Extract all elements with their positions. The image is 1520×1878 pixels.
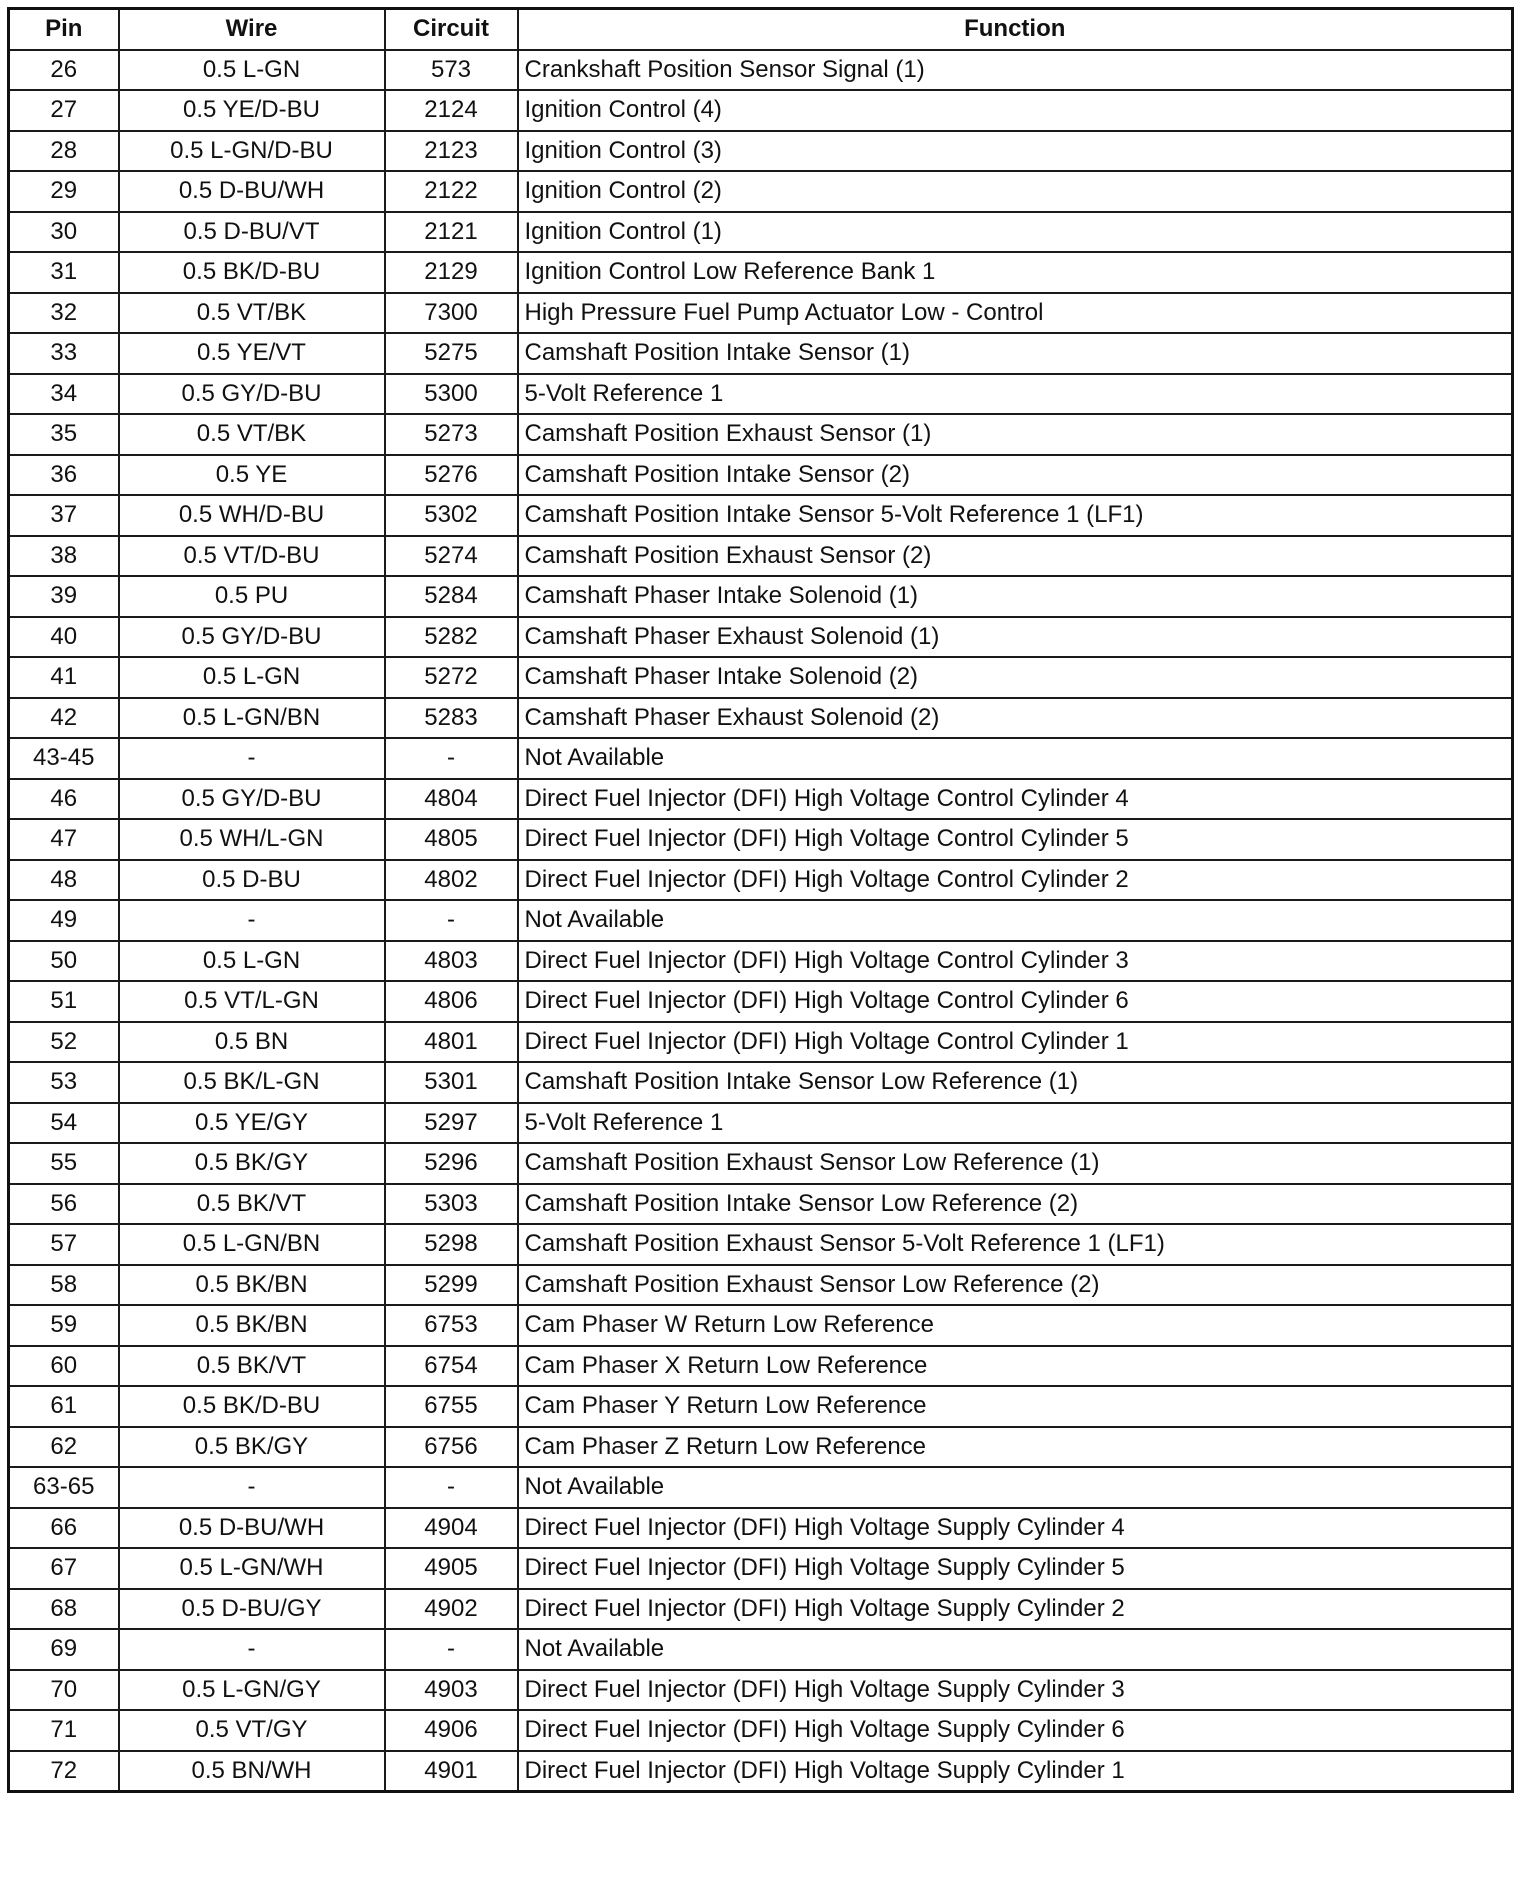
pin-cell: 39: [9, 576, 119, 617]
wire-cell: 0.5 BK/D-BU: [119, 1386, 385, 1427]
function-cell: Direct Fuel Injector (DFI) High Voltage Supply Cylinder 1: [518, 1751, 1513, 1792]
circuit-cell: 5299: [385, 1265, 518, 1306]
pin-cell: 68: [9, 1589, 119, 1630]
function-cell: Direct Fuel Injector (DFI) High Voltage Control Cylinder 5: [518, 819, 1513, 860]
table-row: [9, 657, 1513, 698]
pin-cell: 42: [9, 698, 119, 739]
table-row: [9, 90, 1513, 131]
table-row: [9, 617, 1513, 658]
function-cell: Camshaft Position Intake Sensor (1): [518, 333, 1513, 374]
circuit-cell: 4905: [385, 1548, 518, 1589]
circuit-cell: -: [385, 1467, 518, 1508]
wire-cell: 0.5 VT/D-BU: [119, 536, 385, 577]
table-row: [9, 212, 1513, 253]
pin-cell: 49: [9, 900, 119, 941]
table-row: [9, 1548, 1513, 1589]
circuit-cell: 6753: [385, 1305, 518, 1346]
pin-cell: 62: [9, 1427, 119, 1468]
pin-column-header: Pin: [9, 9, 119, 50]
pin-cell: 72: [9, 1751, 119, 1792]
pin-cell: 38: [9, 536, 119, 577]
wire-cell: 0.5 L-GN: [119, 941, 385, 982]
function-cell: Camshaft Position Exhaust Sensor (2): [518, 536, 1513, 577]
table-row: [9, 1062, 1513, 1103]
wire-cell: 0.5 GY/D-BU: [119, 617, 385, 658]
pin-cell: 58: [9, 1265, 119, 1306]
pin-cell: 53: [9, 1062, 119, 1103]
function-cell: Direct Fuel Injector (DFI) High Voltage Control Cylinder 6: [518, 981, 1513, 1022]
pin-cell: 47: [9, 819, 119, 860]
table-row: [9, 1305, 1513, 1346]
wire-cell: 0.5 WH/L-GN: [119, 819, 385, 860]
wire-cell: 0.5 D-BU: [119, 860, 385, 901]
circuit-cell: 4904: [385, 1508, 518, 1549]
circuit-cell: 5303: [385, 1184, 518, 1225]
wire-cell: 0.5 L-GN: [119, 657, 385, 698]
wire-cell: 0.5 L-GN: [119, 50, 385, 91]
wire-cell: 0.5 D-BU/WH: [119, 171, 385, 212]
pin-cell: 26: [9, 50, 119, 91]
function-cell: Camshaft Position Intake Sensor Low Reference (2): [518, 1184, 1513, 1225]
wire-cell: 0.5 BK/L-GN: [119, 1062, 385, 1103]
table-header-row: [9, 9, 1513, 50]
pin-cell: 35: [9, 414, 119, 455]
circuit-cell: 5284: [385, 576, 518, 617]
wire-cell: 0.5 PU: [119, 576, 385, 617]
wire-cell: -: [119, 1467, 385, 1508]
pin-cell: 55: [9, 1143, 119, 1184]
pin-cell: 57: [9, 1224, 119, 1265]
circuit-cell: 4802: [385, 860, 518, 901]
wire-column-header: Wire: [119, 9, 385, 50]
table-row: [9, 900, 1513, 941]
circuit-cell: 2124: [385, 90, 518, 131]
wire-cell: 0.5 L-GN/WH: [119, 1548, 385, 1589]
pin-cell: 27: [9, 90, 119, 131]
circuit-column-header: Circuit: [385, 9, 518, 50]
function-cell: Camshaft Position Intake Sensor Low Reference (1): [518, 1062, 1513, 1103]
wire-cell: -: [119, 900, 385, 941]
table-row: [9, 455, 1513, 496]
pin-cell: 60: [9, 1346, 119, 1387]
function-cell: Direct Fuel Injector (DFI) High Voltage Control Cylinder 1: [518, 1022, 1513, 1063]
wire-cell: 0.5 BK/VT: [119, 1346, 385, 1387]
pin-cell: 32: [9, 293, 119, 334]
pin-cell: 48: [9, 860, 119, 901]
wire-cell: 0.5 L-GN/GY: [119, 1670, 385, 1711]
wire-cell: 0.5 YE/D-BU: [119, 90, 385, 131]
circuit-cell: 4903: [385, 1670, 518, 1711]
table-row: [9, 981, 1513, 1022]
wire-cell: 0.5 VT/L-GN: [119, 981, 385, 1022]
wire-cell: 0.5 D-BU/WH: [119, 1508, 385, 1549]
table-row: [9, 293, 1513, 334]
circuit-cell: 4801: [385, 1022, 518, 1063]
wire-cell: 0.5 YE/GY: [119, 1103, 385, 1144]
circuit-cell: -: [385, 1629, 518, 1670]
table-row: [9, 1710, 1513, 1751]
pin-cell: 66: [9, 1508, 119, 1549]
table-row: [9, 1508, 1513, 1549]
function-cell: Ignition Control Low Reference Bank 1: [518, 252, 1513, 293]
table-row: [9, 698, 1513, 739]
wire-cell: 0.5 GY/D-BU: [119, 779, 385, 820]
function-cell: Direct Fuel Injector (DFI) High Voltage Control Cylinder 3: [518, 941, 1513, 982]
circuit-cell: 4902: [385, 1589, 518, 1630]
wire-cell: 0.5 BN/WH: [119, 1751, 385, 1792]
table-row: [9, 1103, 1513, 1144]
pin-cell: 29: [9, 171, 119, 212]
table-row: [9, 1265, 1513, 1306]
pin-cell: 63-65: [9, 1467, 119, 1508]
wire-cell: 0.5 L-GN/D-BU: [119, 131, 385, 172]
function-cell: Camshaft Phaser Intake Solenoid (1): [518, 576, 1513, 617]
circuit-cell: 4906: [385, 1710, 518, 1751]
table-row: [9, 1589, 1513, 1630]
table-row: [9, 1386, 1513, 1427]
function-cell: Ignition Control (3): [518, 131, 1513, 172]
wire-cell: 0.5 BK/GY: [119, 1427, 385, 1468]
circuit-cell: 2121: [385, 212, 518, 253]
circuit-cell: 5296: [385, 1143, 518, 1184]
function-cell: Direct Fuel Injector (DFI) High Voltage Control Cylinder 2: [518, 860, 1513, 901]
function-cell: Ignition Control (2): [518, 171, 1513, 212]
wire-cell: 0.5 BK/BN: [119, 1305, 385, 1346]
function-cell: 5-Volt Reference 1: [518, 374, 1513, 415]
circuit-cell: 7300: [385, 293, 518, 334]
function-cell: Direct Fuel Injector (DFI) High Voltage Supply Cylinder 5: [518, 1548, 1513, 1589]
circuit-cell: 5300: [385, 374, 518, 415]
pin-cell: 43-45: [9, 738, 119, 779]
circuit-cell: -: [385, 900, 518, 941]
wire-cell: 0.5 D-BU/GY: [119, 1589, 385, 1630]
function-cell: Camshaft Position Exhaust Sensor (1): [518, 414, 1513, 455]
connector-pinout-table: [7, 7, 1514, 1793]
table-row: [9, 941, 1513, 982]
function-cell: Direct Fuel Injector (DFI) High Voltage Supply Cylinder 6: [518, 1710, 1513, 1751]
pin-cell: 70: [9, 1670, 119, 1711]
circuit-cell: 5282: [385, 617, 518, 658]
wire-cell: 0.5 D-BU/VT: [119, 212, 385, 253]
circuit-cell: 5274: [385, 536, 518, 577]
table-row: [9, 1224, 1513, 1265]
function-cell: Direct Fuel Injector (DFI) High Voltage Supply Cylinder 4: [518, 1508, 1513, 1549]
function-cell: Camshaft Phaser Intake Solenoid (2): [518, 657, 1513, 698]
circuit-cell: 5275: [385, 333, 518, 374]
pin-cell: 69: [9, 1629, 119, 1670]
table-row: [9, 1467, 1513, 1508]
function-cell: Camshaft Position Exhaust Sensor Low Reference (2): [518, 1265, 1513, 1306]
wire-cell: -: [119, 738, 385, 779]
circuit-cell: 5297: [385, 1103, 518, 1144]
pin-cell: 52: [9, 1022, 119, 1063]
function-cell: Cam Phaser Y Return Low Reference: [518, 1386, 1513, 1427]
pin-cell: 37: [9, 495, 119, 536]
function-cell: Camshaft Position Exhaust Sensor 5-Volt Reference 1 (LF1): [518, 1224, 1513, 1265]
wire-cell: 0.5 GY/D-BU: [119, 374, 385, 415]
circuit-cell: 5273: [385, 414, 518, 455]
table-row: [9, 819, 1513, 860]
circuit-cell: 5302: [385, 495, 518, 536]
table-row: [9, 333, 1513, 374]
function-cell: Not Available: [518, 900, 1513, 941]
pin-cell: 33: [9, 333, 119, 374]
wire-cell: 0.5 L-GN/BN: [119, 1224, 385, 1265]
function-cell: Not Available: [518, 738, 1513, 779]
circuit-cell: 6754: [385, 1346, 518, 1387]
table-row: [9, 1184, 1513, 1225]
function-cell: Camshaft Phaser Exhaust Solenoid (2): [518, 698, 1513, 739]
function-column-header: Function: [518, 9, 1513, 50]
table-row: [9, 860, 1513, 901]
wire-cell: 0.5 BK/VT: [119, 1184, 385, 1225]
pin-cell: 67: [9, 1548, 119, 1589]
circuit-cell: 5272: [385, 657, 518, 698]
pin-cell: 59: [9, 1305, 119, 1346]
pin-cell: 51: [9, 981, 119, 1022]
table-row: [9, 252, 1513, 293]
table-row: [9, 1427, 1513, 1468]
wire-cell: 0.5 BN: [119, 1022, 385, 1063]
pin-cell: 61: [9, 1386, 119, 1427]
function-cell: Ignition Control (4): [518, 90, 1513, 131]
table-row: [9, 1670, 1513, 1711]
wire-cell: 0.5 L-GN/BN: [119, 698, 385, 739]
function-cell: Direct Fuel Injector (DFI) High Voltage Supply Cylinder 2: [518, 1589, 1513, 1630]
wire-cell: -: [119, 1629, 385, 1670]
circuit-cell: 5276: [385, 455, 518, 496]
function-cell: High Pressure Fuel Pump Actuator Low - Control: [518, 293, 1513, 334]
function-cell: Cam Phaser Z Return Low Reference: [518, 1427, 1513, 1468]
table-row: [9, 1629, 1513, 1670]
circuit-cell: 2122: [385, 171, 518, 212]
function-cell: Not Available: [518, 1629, 1513, 1670]
pin-cell: 54: [9, 1103, 119, 1144]
wire-cell: 0.5 VT/GY: [119, 1710, 385, 1751]
function-cell: Direct Fuel Injector (DFI) High Voltage Supply Cylinder 3: [518, 1670, 1513, 1711]
table-row: [9, 1143, 1513, 1184]
table-body: [9, 50, 1513, 1792]
circuit-cell: 4901: [385, 1751, 518, 1792]
circuit-cell: 6755: [385, 1386, 518, 1427]
table-row: [9, 738, 1513, 779]
pin-cell: 31: [9, 252, 119, 293]
table-row: [9, 1022, 1513, 1063]
circuit-cell: 4804: [385, 779, 518, 820]
function-cell: Cam Phaser X Return Low Reference: [518, 1346, 1513, 1387]
circuit-cell: 2129: [385, 252, 518, 293]
pin-cell: 28: [9, 131, 119, 172]
table-row: [9, 1751, 1513, 1792]
circuit-cell: 5298: [385, 1224, 518, 1265]
function-cell: Crankshaft Position Sensor Signal (1): [518, 50, 1513, 91]
pin-cell: 41: [9, 657, 119, 698]
pin-cell: 50: [9, 941, 119, 982]
wire-cell: 0.5 VT/BK: [119, 414, 385, 455]
function-cell: Direct Fuel Injector (DFI) High Voltage Control Cylinder 4: [518, 779, 1513, 820]
circuit-cell: 4805: [385, 819, 518, 860]
circuit-cell: 2123: [385, 131, 518, 172]
wire-cell: 0.5 WH/D-BU: [119, 495, 385, 536]
circuit-cell: 5283: [385, 698, 518, 739]
wire-cell: 0.5 YE: [119, 455, 385, 496]
wire-cell: 0.5 VT/BK: [119, 293, 385, 334]
function-cell: Ignition Control (1): [518, 212, 1513, 253]
table-row: [9, 414, 1513, 455]
table-row: [9, 171, 1513, 212]
wire-cell: 0.5 BK/BN: [119, 1265, 385, 1306]
wire-cell: 0.5 BK/GY: [119, 1143, 385, 1184]
circuit-cell: 5301: [385, 1062, 518, 1103]
pin-cell: 36: [9, 455, 119, 496]
table-row: [9, 536, 1513, 577]
function-cell: Camshaft Phaser Exhaust Solenoid (1): [518, 617, 1513, 658]
wire-cell: 0.5 BK/D-BU: [119, 252, 385, 293]
circuit-cell: 4803: [385, 941, 518, 982]
function-cell: Cam Phaser W Return Low Reference: [518, 1305, 1513, 1346]
function-cell: Camshaft Position Intake Sensor 5-Volt Reference 1 (LF1): [518, 495, 1513, 536]
function-cell: Camshaft Position Exhaust Sensor Low Reference (1): [518, 1143, 1513, 1184]
circuit-cell: 4806: [385, 981, 518, 1022]
table-row: [9, 1346, 1513, 1387]
pin-cell: 34: [9, 374, 119, 415]
circuit-cell: 6756: [385, 1427, 518, 1468]
function-cell: Not Available: [518, 1467, 1513, 1508]
pin-cell: 56: [9, 1184, 119, 1225]
pin-cell: 40: [9, 617, 119, 658]
table-row: [9, 779, 1513, 820]
table-row: [9, 131, 1513, 172]
wire-cell: 0.5 YE/VT: [119, 333, 385, 374]
table-row: [9, 374, 1513, 415]
pin-cell: 46: [9, 779, 119, 820]
function-cell: Camshaft Position Intake Sensor (2): [518, 455, 1513, 496]
pin-cell: 71: [9, 1710, 119, 1751]
table-row: [9, 50, 1513, 91]
function-cell: 5-Volt Reference 1: [518, 1103, 1513, 1144]
table-row: [9, 576, 1513, 617]
table-row: [9, 495, 1513, 536]
circuit-cell: -: [385, 738, 518, 779]
pin-cell: 30: [9, 212, 119, 253]
circuit-cell: 573: [385, 50, 518, 91]
